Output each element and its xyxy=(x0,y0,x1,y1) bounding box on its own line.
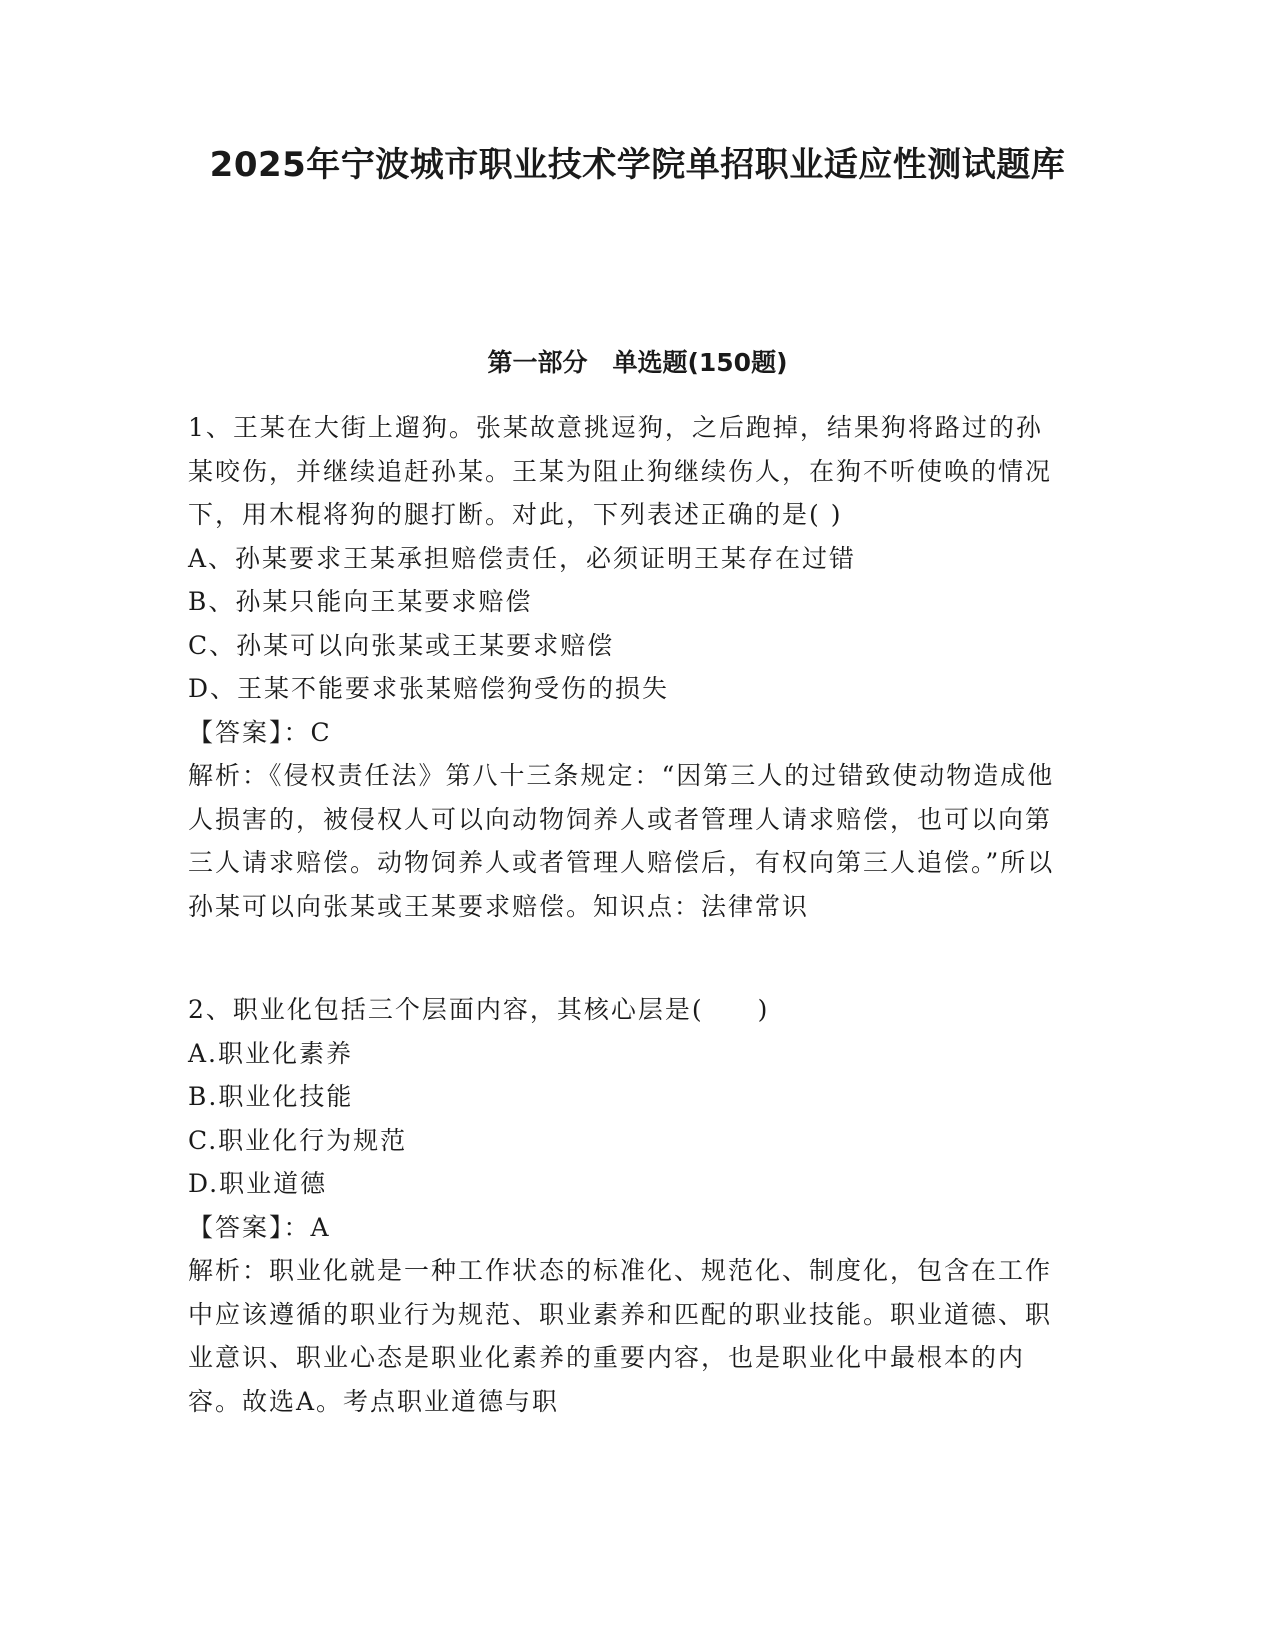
question-2 xyxy=(188,988,1068,1423)
document-title: 2025年宁波城市职业技术学院单招职业适应性测试题库 xyxy=(209,145,1066,185)
question-stem: 1、王某在大街上遛狗。张某故意挑逗狗，之后跑掉，结果狗将路过的孙某咬伤，并继续追赶孙某。王某为阻止狗继续伤人，在狗不听使唤的情况下，用木棍将狗的腿打断。对此，下列表述正确的是( ) xyxy=(188,413,1053,529)
section-title: 第一部分 单选题(150题) xyxy=(487,348,788,377)
answer-label: 【答案】：C xyxy=(188,717,332,747)
option-c: C、孙某可以向张某或王某要求赔偿 xyxy=(188,630,615,660)
question-stem: 2、职业化包括三个层面内容，其核心层是( ) xyxy=(188,995,770,1024)
option-b: B.职业化技能 xyxy=(188,1082,354,1111)
option-b: B、孙某只能向王某要求赔偿 xyxy=(188,587,533,616)
analysis-text: 解析：职业化就是一种工作状态的标准化、规范化、制度化，包含在工作中应该遵循的职业行为规范、职业素养和匹配的职业技能。职业道德、职业意识、职业心态是职业化素养的重要内容，也是职业化中最根本的内容。故选A。考点职业道德与职 xyxy=(188,1256,1053,1416)
option-d: D.职业道德 xyxy=(188,1169,328,1198)
question-1 xyxy=(188,406,1068,928)
option-c: C.职业化行为规范 xyxy=(188,1125,408,1155)
analysis-text: 解析：《侵权责任法》第八十三条规定：“因第三人的过错致使动物造成他人损害的，被侵权人可以向动物饲养人或者管理人请求赔偿，也可以向第三人请求赔偿。动物饲养人或者管理人赔偿后，有权向第三人追偿。”所以孙某可以向张某或王某要求赔偿。知识点：法律常识 xyxy=(188,761,1055,921)
answer-label: 【答案】：A xyxy=(188,1212,331,1242)
option-d: D、王某不能要求张某赔偿狗受伤的损失 xyxy=(188,674,670,703)
option-a: A.职业化素养 xyxy=(188,1038,354,1068)
option-a: A、孙某要求王某承担赔偿责任，必须证明王某存在过错 xyxy=(188,543,857,573)
